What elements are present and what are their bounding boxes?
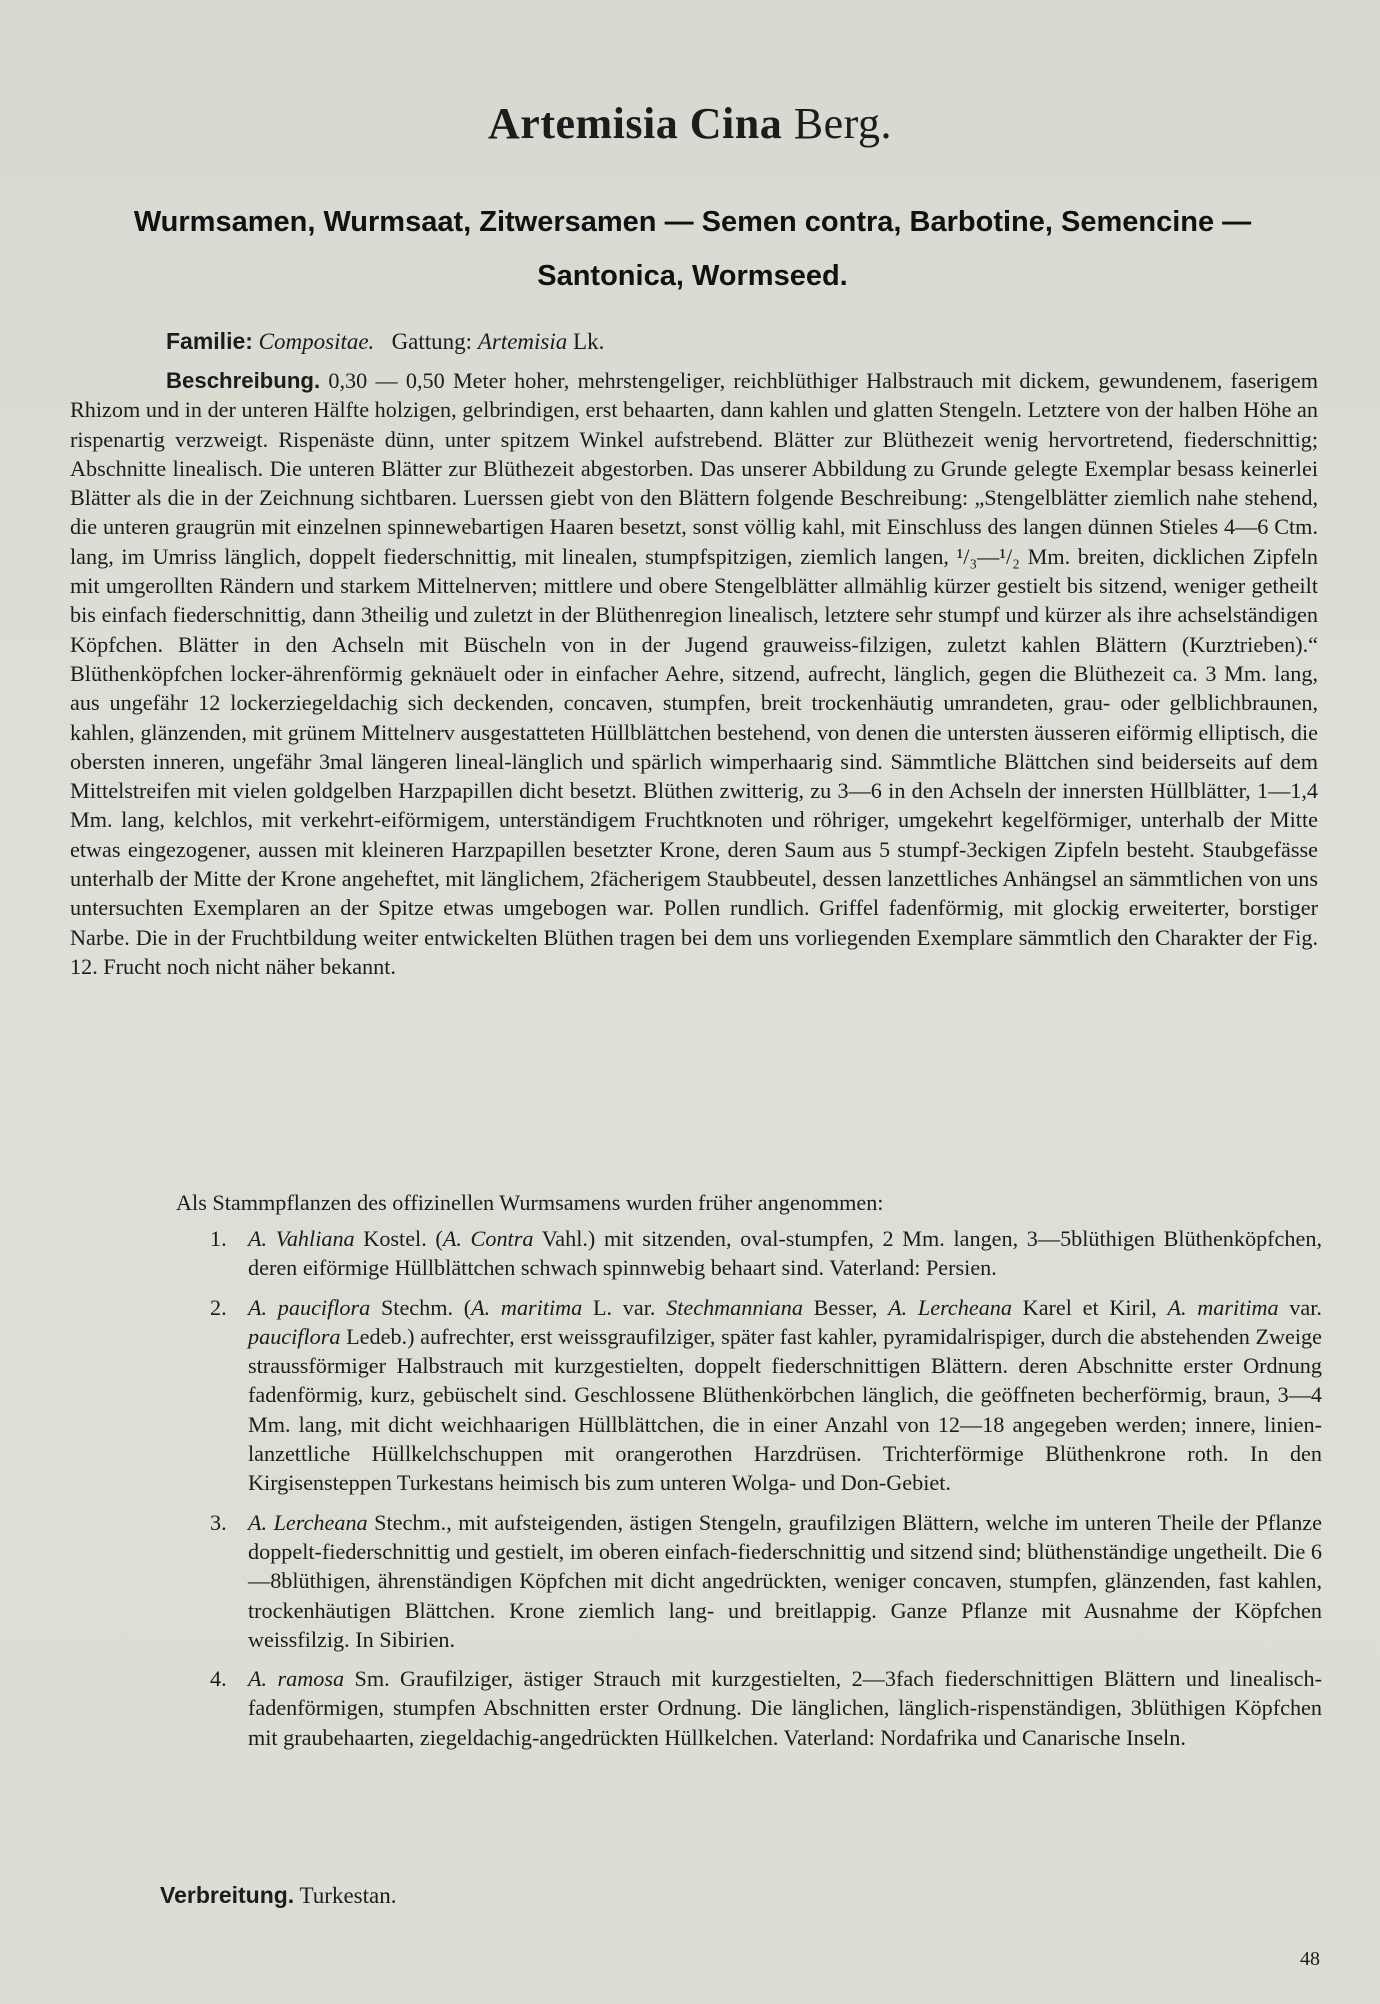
distribution-line [160,1882,396,1909]
list-number: 4. [210,1666,227,1692]
description-section [70,366,1318,981]
familie-label: Familie: [166,328,253,354]
list-item [210,1224,1322,1283]
gattung-value: Artemisia [477,329,568,354]
list-text: Vahl.) mit sitzenden, oval-stumpfen, 2 Mm. langen, 3—5blüthigen Blüthenköpfchen, deren eiförmige Hüllblättchen schwach spinnwebig behaart sind. Vaterland: Persien. [248,1226,1322,1281]
list-item [210,1293,1322,1498]
gattung-author: Lk. [573,329,605,354]
distribution-label: Verbreitung. [160,1882,295,1908]
list-text: Karel et Kiril, [1011,1294,1168,1320]
taxon-synonym: A. Contra [442,1226,534,1251]
list-text: Stechm., mit aufsteigenden, ästigen Stengeln, graufilzigen Blättern, welche im unteren Theile der Pflanze doppelt-fiederschnittig und gestielt, im oberen einfach-fiederschnittig und sitzend sind; blüthenständige ungetheilt. Die 6—8blüthigen, ährenständigen Köpfchen mit dicht angedrückten, weniger concaven, stumpfen, glänzenden, fast kahlen, trockenhäutigen Blättchen. Krone ziemlich lang- und breitlappig. Ganze Pflanze mit Ausnahme der Köpfchen weissfilzig. In Sibirien. [248,1509,1322,1652]
list-number: 3. [210,1509,227,1535]
species-name: Artemisia Cina [488,99,783,148]
taxon-synonym: Stechmanniana [666,1294,803,1320]
page-title [0,98,1380,149]
gattung-label: Gattung: [391,329,473,354]
taxon-name: A. Lercheana [248,1509,368,1535]
list-text: Kostel. ( [354,1226,443,1251]
stammpflanzen-intro: Als Stammpflanzen des offizinellen Wurmsamens wurden früher angenommen: [176,1190,884,1215]
page-number: 48 [1300,1948,1320,1970]
description-paragraph [70,366,1318,981]
taxon-synonym: A. maritima [1167,1294,1279,1320]
list-text: var. [1278,1294,1322,1320]
list-text: Stechm. ( [370,1294,472,1320]
taxon-name: A. ramosa [248,1666,345,1692]
list-text: L. var. [582,1294,667,1320]
list-text: Sm. Graufilziger, ästiger Strauch mit kurzgestielten, 2—3fach fiederschnittigen Blättern und linealisch-fadenförmigen, stumpfen Abschnitten erster Ordnung. Die länglichen, länglich-rispenständigen, 3blüthigen Köpfchen mit graubehaarten, ziegeldachig-angedrückten Hüllkelchen. Vaterland: Nordafrika und Canarische Inseln. [248,1666,1322,1750]
list-number: 2. [210,1294,227,1320]
description-text: 0,30 — 0,50 Meter hoher, mehrstengeliger, reichblüthiger Halbstrauch mit dickem, gewundenem, faserigem Rhizom und in der unteren Hälfte holzigen, gelbrindigen, erst behaarten, dann kahlen und glatten Stengeln. Letztere von der halben Höhe an rispenartig verzweigt. Rispenäste dünn, unter spitzem Winkel aufstrebend. Blätter zur Blüthezeit wenig hervortretend, fiederschnittig; Abschnitte linealisch. Die unteren Blätter zur Blüthezeit abgestorben. Das unserer Abbildung zu Grunde gelegte Exemplar besass keinerlei Blätter als die in der Zeichnung sichtbaren. Luerssen giebt von den Blättern folgende Beschreibung: „Stengelblätter ziemlich nahe stehend, die unteren graugrün mit einzelnen spinnewebartigen Haaren besetzt, sonst völlig kahl, mit Einschluss des langen dünnen Stieles 4—6 Ctm. lang, im Umriss länglich, doppelt fiederschnittig, mit linealen, stumpfspitzigen, ziemlich langen, ¹/₃—¹/₂ Mm. breiten, dicklichen Zipfeln mit umgerollten Rändern und starkem Mittelnerven; mittlere und obere Stengelblätter allmählig kürzer gestielt bis sitzend, weniger getheilt bis einfach fiederschnittig, dann 3theilig und zuletzt in der Blüthenregion linealisch, letztere sehr stumpf und kürzer als ihre achselständigen Köpfchen. Blätter in den Achseln mit Büscheln von in der Jugend grauweiss-filzigen, zuletzt kahlen Blättern (Kurztrieben).“ Blüthenköpfchen locker-ährenförmig geknäuelt oder in einfacher Aehre, sitzend, aufrecht, länglich, gegen die Blüthezeit ca. 3 Mm. lang, aus ungefähr 12 lockerziegeldachig sich deckenden, concaven, stumpfen, breit trockenhäutig umrandeten, grau- oder gelblichbraunen, kahlen, glänzenden, mit grünem Mittelnerv ausgestatteten Hüllblättchen bestehend, von denen die untersten äusseren eiförmig elliptisch, die obersten inneren, ungefähr 3mal längeren lineal-länglich und spärlich wimperhaarig sind. Sämmtliche Blättchen sind beiderseits auf dem Mittelstreifen mit vielen goldgelben Harzpapillen dicht besetzt. Blüthen zwitterig, zu 3—6 in den Achseln der innersten Hüllblätter, 1—1,4 Mm. lang, kelchlos, mit verkehrt-eiförmigem, unterständigem Fruchtknoten und röhriger, umgekehrt kegelförmiger, unterhalb der Mitte etwas eingezogener, aussen mit kleineren Harzpapillen besetzter Krone, deren Saum aus 5 stumpf-3eckigen Zipfeln besteht. Staubgefässe unterhalb der Mitte der Krone angeheftet, mit länglichem, 2fächerigem Staubbeutel, dessen lanzettliches Anhängsel an sämmtlichen von uns untersuchten Exemplaren an der Spitze etwas umgebogen war. Pollen rundlich. Griffel fadenförmig, mit glockig erweiterter, borstiger Narbe. Die in der Fruchtbildung weiter entwickelten Blüthen tragen bei dem uns vorliegenden Exemplare sämmtlich den Charakter der Fig. 12. Frucht noch nicht näher bekannt. [70,368,1319,979]
taxon-synonym: pauciflora [248,1323,341,1349]
taxon-name: A. pauciflora [248,1294,371,1320]
common-names: Wurmsamen, Wurmsaat, Zitwersamen — Semen contra, Barbotine, Semencine — Santonica, Wormseed. [133,206,1252,292]
stammpflanzen-list [210,1224,1322,1762]
familie-value: Compositae. [258,329,375,354]
taxonomy-line [166,328,604,355]
list-item [210,1664,1322,1752]
description-heading: Beschreibung. [166,368,321,393]
taxon-name: A. Vahliana [248,1226,355,1251]
taxon-synonym: A. maritima [471,1294,583,1320]
list-text: Ledeb.) aufrechter, erst weissgraufilziger, später fast kahler, pyramidalrispiger, durch die abstehenden Zweige straussförmiger Halbstrauch mit kurzgestielten, doppelt fiederschnittigen Blättern. deren Abschnitte erster Ordnung fadenförmig, kurz, gebüschelt sind. Geschlossene Blüthenkörbchen länglich, die geöffneten becherförmig, braun, 3—4 Mm. lang, mit dicht weichhaarigen Hüllblättchen, die in einer Anzahl von 12—18 angegeben werden; innere, linien-lanzettliche Hüllkelchschuppen mit orangerothen Harzdrüsen. Trichterförmige Blüthenkrone roth. In den Kirgisensteppen Turkestans heimisch bis zum unteren Wolga- und Don-Gebiet. [248,1323,1322,1496]
list-number: 1. [210,1226,227,1251]
species-author: Berg. [793,99,892,148]
list-text: Besser, [802,1294,889,1320]
distribution-value: Turkestan. [299,1883,397,1908]
taxon-synonym: A. Lercheana [888,1294,1012,1320]
list-item [210,1508,1322,1654]
